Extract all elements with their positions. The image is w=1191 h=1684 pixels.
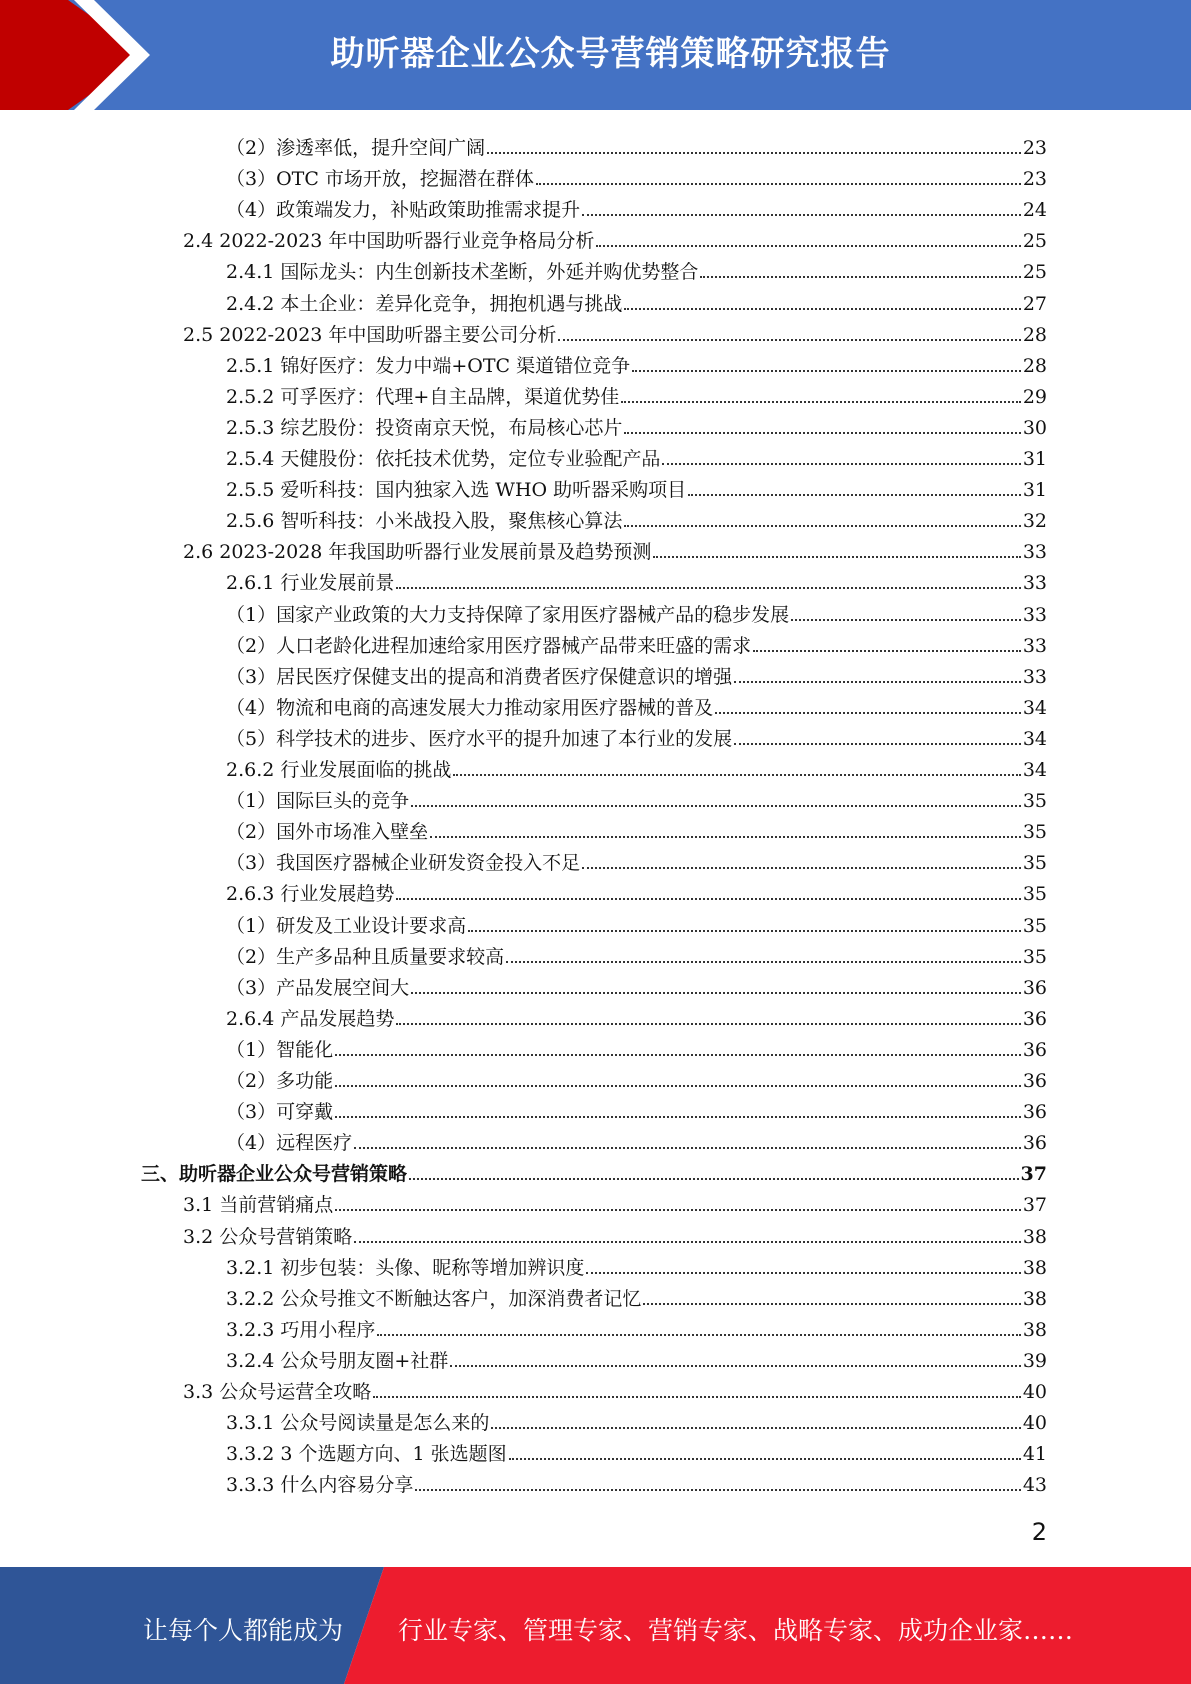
toc-entry-label: （2）人口老龄化进程加速给家用医疗器械产品带来旺盛的需求 bbox=[226, 634, 752, 657]
toc-entry-label: 2.4.1 国际龙头：内生创新技术垄断，外延并购优势整合 bbox=[226, 261, 699, 284]
toc-dot-leader bbox=[487, 152, 1021, 154]
toc-dot-leader bbox=[662, 463, 1020, 465]
toc-entry[interactable] bbox=[226, 345, 1047, 376]
toc-entry[interactable] bbox=[226, 1309, 1047, 1340]
toc-entry-label: 3.2.2 公众号推文不断触达客户，加深消费者记忆 bbox=[226, 1287, 642, 1310]
footer-slogan-right: 行业专家、管理专家、营销专家、战略专家、成功企业家…… bbox=[398, 1616, 1074, 1645]
toc-dot-leader bbox=[409, 1178, 1019, 1180]
toc-entry-page: 33 bbox=[1022, 665, 1047, 688]
footer-slogan-left: 让每个人都能成为 bbox=[143, 1616, 344, 1645]
toc-entry-label: （1）研发及工业设计要求高 bbox=[226, 914, 467, 937]
toc-dot-leader bbox=[396, 1023, 1020, 1025]
toc-dot-leader bbox=[430, 836, 1021, 838]
report-title: 助听器企业公众号营销策略研究报告 bbox=[330, 34, 891, 74]
toc-entry-label: 3.2.1 初步包装：头像、昵称等增加辨识度 bbox=[226, 1256, 585, 1279]
toc-entry[interactable] bbox=[183, 1184, 1047, 1215]
toc-entry[interactable] bbox=[226, 376, 1047, 407]
toc-entry-page: 28 bbox=[1022, 323, 1047, 346]
toc-entry-page: 36 bbox=[1022, 1038, 1047, 1061]
toc-dot-leader bbox=[335, 1054, 1021, 1056]
toc-entry[interactable] bbox=[226, 687, 1047, 718]
toc-entry-label: （2）生产多品种且质量要求较高 bbox=[226, 945, 505, 968]
toc-dot-leader bbox=[509, 1458, 1021, 1460]
toc-entry[interactable] bbox=[226, 780, 1047, 811]
toc-entry-page: 38 bbox=[1022, 1318, 1047, 1341]
toc-entry-page: 23 bbox=[1022, 168, 1047, 191]
toc-dot-leader bbox=[621, 401, 1021, 403]
toc-entry-page: 36 bbox=[1022, 1101, 1047, 1124]
toc-entry-label: 3.3 公众号运营全攻略 bbox=[183, 1381, 372, 1403]
toc-entry[interactable] bbox=[226, 998, 1047, 1029]
toc-entry-label: 2.5.4 天健股份：依托技术优势，定位专业验配产品 bbox=[226, 448, 661, 470]
toc-dot-leader bbox=[791, 619, 1021, 621]
toc-entry-label: 3.2.4 公众号朋友圈+社群 bbox=[226, 1349, 449, 1372]
toc-entry-page: 33 bbox=[1022, 634, 1047, 657]
toc-entry[interactable] bbox=[226, 562, 1047, 593]
toc-entry[interactable] bbox=[226, 407, 1047, 438]
toc-dot-leader bbox=[582, 867, 1021, 869]
toc-entry[interactable] bbox=[141, 1153, 1047, 1184]
toc-entry[interactable] bbox=[226, 189, 1047, 220]
toc-entry-label: （3）OTC 市场开放，挖掘潜在群体 bbox=[226, 168, 534, 191]
toc-entry-page: 32 bbox=[1022, 510, 1047, 533]
footer-banner bbox=[0, 1567, 1191, 1684]
toc-entry-page: 31 bbox=[1022, 479, 1047, 502]
toc-dot-leader bbox=[624, 432, 1020, 434]
toc-entry-label: 2.4 2022-2023 年中国助听器行业竞争格局分析 bbox=[183, 230, 595, 253]
toc-entry[interactable] bbox=[226, 1247, 1047, 1278]
toc-entry-page: 37 bbox=[1022, 1194, 1047, 1217]
toc-entry[interactable] bbox=[226, 158, 1047, 189]
toc-entry[interactable] bbox=[226, 1091, 1047, 1122]
toc-entry-label: （4）远程医疗 bbox=[226, 1132, 353, 1155]
toc-entry[interactable] bbox=[226, 1122, 1047, 1153]
toc-entry[interactable] bbox=[226, 873, 1047, 904]
toc-entry-label: 2.5.3 综艺股份：投资南京天悦，布局核心芯片 bbox=[226, 416, 623, 439]
toc-entry-label: 3.2 公众号营销策略 bbox=[183, 1225, 353, 1248]
toc-entry-page: 41 bbox=[1022, 1443, 1047, 1466]
toc-entry-page: 35 bbox=[1022, 883, 1047, 906]
toc-entry[interactable] bbox=[226, 842, 1047, 873]
report-header bbox=[0, 0, 1191, 110]
toc-dot-leader bbox=[700, 276, 1020, 278]
toc-entry-page: 35 bbox=[1022, 945, 1047, 968]
toc-entry-label: （1）智能化 bbox=[226, 1038, 334, 1061]
toc-dot-leader bbox=[624, 525, 1020, 527]
toc-entry-label: 2.5 2022-2023 年中国助听器主要公司分析 bbox=[183, 323, 557, 346]
toc-entry-label: 2.6.4 产品发展趋势 bbox=[226, 1007, 395, 1030]
toc-entry-page: 35 bbox=[1022, 852, 1047, 875]
toc-entry[interactable] bbox=[226, 469, 1047, 500]
toc-entry[interactable] bbox=[226, 1464, 1047, 1495]
toc-entry[interactable] bbox=[183, 1371, 1047, 1402]
toc-entry-page: 35 bbox=[1022, 821, 1047, 844]
toc-entry-page: 27 bbox=[1022, 292, 1047, 315]
toc-entry-page: 36 bbox=[1022, 1132, 1047, 1155]
toc-entry[interactable] bbox=[226, 594, 1047, 625]
toc-entry[interactable] bbox=[226, 1060, 1047, 1091]
toc-dot-leader bbox=[734, 743, 1021, 745]
toc-entry-page: 31 bbox=[1022, 448, 1047, 470]
toc-dot-leader bbox=[632, 370, 1021, 372]
toc-entry-page: 38 bbox=[1022, 1287, 1047, 1310]
toc-entry-page: 35 bbox=[1022, 914, 1047, 937]
toc-dot-leader bbox=[396, 898, 1020, 900]
toc-entry-label: 2.5.5 爱听科技：国内独家入选 WHO 助听器采购项目 bbox=[226, 479, 687, 502]
toc-entry[interactable] bbox=[183, 314, 1047, 345]
toc-dot-leader bbox=[354, 1241, 1021, 1243]
toc-dot-leader bbox=[596, 245, 1020, 247]
toc-entry-page: 37 bbox=[1020, 1163, 1047, 1186]
toc-entry-label: 2.5.2 可孚医疗：代理+自主品牌，渠道优势佳 bbox=[226, 385, 620, 408]
toc-dot-leader bbox=[734, 681, 1021, 683]
toc-entry-label: （4）政策端发力，补贴政策助推需求提升 bbox=[226, 199, 581, 222]
toc-entry[interactable] bbox=[226, 749, 1047, 780]
toc-entry-label: （3）我国医疗器械企业研发资金投入不足 bbox=[226, 852, 581, 875]
toc-entry[interactable] bbox=[226, 1340, 1047, 1371]
toc-entry-page: 36 bbox=[1022, 976, 1047, 999]
toc-entry[interactable] bbox=[226, 251, 1047, 282]
toc-entry-label: 2.5.1 锦好医疗：发力中端+OTC 渠道错位竞争 bbox=[226, 354, 631, 377]
toc-dot-leader bbox=[468, 930, 1021, 932]
toc-entry-page: 40 bbox=[1022, 1412, 1047, 1435]
toc-entry-label: （1）国家产业政策的大力支持保障了家用医疗器械产品的稳步发展 bbox=[226, 603, 790, 626]
toc-dot-leader bbox=[411, 992, 1021, 994]
toc-dot-leader bbox=[558, 339, 1020, 341]
toc-dot-leader bbox=[453, 774, 1020, 776]
toc-entry-page: 24 bbox=[1022, 199, 1047, 222]
toc-entry-page: 43 bbox=[1022, 1474, 1047, 1497]
toc-entry[interactable] bbox=[226, 936, 1047, 967]
toc-entry-page: 33 bbox=[1022, 572, 1047, 595]
toc-dot-leader bbox=[411, 805, 1021, 807]
toc-entry-page: 25 bbox=[1022, 261, 1047, 284]
toc-entry[interactable] bbox=[226, 811, 1047, 842]
toc-entry-label: 2.6.3 行业发展趋势 bbox=[226, 883, 395, 906]
toc-entry[interactable] bbox=[226, 967, 1047, 998]
toc-entry-label: （3）产品发展空间大 bbox=[226, 976, 410, 999]
toc-entry-label: 2.5.6 智听科技：小米战投入股，聚焦核心算法 bbox=[226, 510, 623, 533]
toc-entry-page: 29 bbox=[1022, 385, 1047, 408]
toc-entry-page: 28 bbox=[1022, 354, 1047, 377]
toc-dot-leader bbox=[753, 650, 1021, 652]
toc-entry-label: （4）物流和电商的高速发展大力推动家用医疗器械的普及 bbox=[226, 696, 714, 719]
toc-entry-page: 39 bbox=[1022, 1349, 1047, 1372]
toc-entry-label: 3.3.3 什么内容易分享 bbox=[226, 1474, 414, 1497]
toc-dot-leader bbox=[335, 1085, 1021, 1087]
toc-entry[interactable] bbox=[226, 1402, 1047, 1433]
toc-dot-leader bbox=[506, 961, 1021, 963]
toc-dot-leader bbox=[373, 1396, 1021, 1398]
toc-dot-leader bbox=[643, 1303, 1020, 1305]
toc-entry[interactable] bbox=[226, 1433, 1047, 1464]
toc-entry[interactable] bbox=[226, 625, 1047, 656]
toc-entry[interactable] bbox=[226, 438, 1047, 469]
toc-entry-page: 36 bbox=[1022, 1070, 1047, 1092]
toc-entry-label: 2.6.2 行业发展面临的挑战 bbox=[226, 759, 452, 781]
toc-entry[interactable] bbox=[226, 1278, 1047, 1309]
toc-entry-label: （5）科学技术的进步、医疗水平的提升加速了本行业的发展 bbox=[226, 727, 733, 750]
toc-entry-label: 3.1 当前营销痛点 bbox=[183, 1194, 334, 1217]
toc-entry[interactable] bbox=[226, 283, 1047, 314]
toc-entry[interactable] bbox=[183, 220, 1047, 251]
toc-entry-page: 34 bbox=[1022, 696, 1047, 719]
toc-entry[interactable] bbox=[226, 500, 1047, 531]
toc-dot-leader bbox=[536, 183, 1021, 185]
toc-entry-page: 33 bbox=[1022, 541, 1047, 564]
toc-entry[interactable] bbox=[226, 127, 1047, 158]
toc-dot-leader bbox=[377, 1334, 1020, 1336]
toc-dot-leader bbox=[396, 587, 1020, 589]
toc-entry[interactable] bbox=[226, 1029, 1047, 1060]
toc-entry-page: 33 bbox=[1022, 603, 1047, 626]
toc-entry-label: 3.2.3 巧用小程序 bbox=[226, 1318, 376, 1341]
toc-dot-leader bbox=[715, 712, 1021, 714]
toc-entry-label: 2.6.1 行业发展前景 bbox=[226, 572, 395, 595]
toc-entry-page: 35 bbox=[1022, 790, 1047, 813]
toc-entry[interactable] bbox=[183, 1216, 1047, 1247]
toc-dot-leader bbox=[354, 1147, 1021, 1149]
toc-entry[interactable] bbox=[183, 531, 1047, 562]
toc-entry[interactable] bbox=[226, 905, 1047, 936]
toc-entry-page: 34 bbox=[1022, 759, 1047, 781]
toc-dot-leader bbox=[582, 214, 1021, 216]
toc-entry-page: 30 bbox=[1022, 416, 1047, 439]
toc-dot-leader bbox=[450, 1365, 1021, 1367]
toc-dot-leader bbox=[653, 556, 1020, 558]
toc-entry-label: （3）居民医疗保健支出的提高和消费者医疗保健意识的增强 bbox=[226, 665, 733, 688]
toc-dot-leader bbox=[586, 1272, 1020, 1274]
toc-entry-label: 3.3.2 3 个选题方向、1 张选题图 bbox=[226, 1443, 507, 1466]
toc-dot-leader bbox=[335, 1209, 1021, 1211]
toc-dot-leader bbox=[624, 308, 1020, 310]
toc-entry-label: （2）渗透率低，提升空间广阔 bbox=[226, 137, 486, 159]
toc-entry-page: 25 bbox=[1022, 230, 1047, 253]
toc-entry-page: 38 bbox=[1022, 1225, 1047, 1248]
toc-dot-leader bbox=[688, 494, 1021, 496]
toc-entry-page: 34 bbox=[1022, 727, 1047, 750]
toc-entry-page: 40 bbox=[1022, 1381, 1047, 1403]
toc-entry-label: 2.4.2 本土企业：差异化竞争，拥抱机遇与挑战 bbox=[226, 292, 623, 315]
toc-dot-leader bbox=[335, 1116, 1021, 1118]
toc-entry-label: 3.3.1 公众号阅读量是怎么来的 bbox=[226, 1412, 490, 1435]
toc-entry-label: （2）多功能 bbox=[226, 1070, 334, 1092]
toc-entry-label: （2）国外市场准入壁垒 bbox=[226, 821, 429, 844]
toc-entry-label: 三、助听器企业公众号营销策略 bbox=[141, 1163, 408, 1186]
toc-entry-page: 36 bbox=[1022, 1007, 1047, 1030]
page-number: 2 bbox=[1031, 1518, 1047, 1546]
toc-entry-label: 2.6 2023-2028 年我国助听器行业发展前景及趋势预测 bbox=[183, 541, 652, 564]
toc-entry[interactable] bbox=[226, 656, 1047, 687]
toc-entry-label: （3）可穿戴 bbox=[226, 1101, 334, 1124]
toc-entry-page: 38 bbox=[1022, 1256, 1047, 1279]
toc-entry[interactable] bbox=[226, 718, 1047, 749]
toc-dot-leader bbox=[415, 1489, 1020, 1491]
toc-entry-page: 23 bbox=[1022, 137, 1047, 159]
toc-entry-label: （1）国际巨头的竞争 bbox=[226, 790, 410, 813]
toc-dot-leader bbox=[491, 1427, 1020, 1429]
